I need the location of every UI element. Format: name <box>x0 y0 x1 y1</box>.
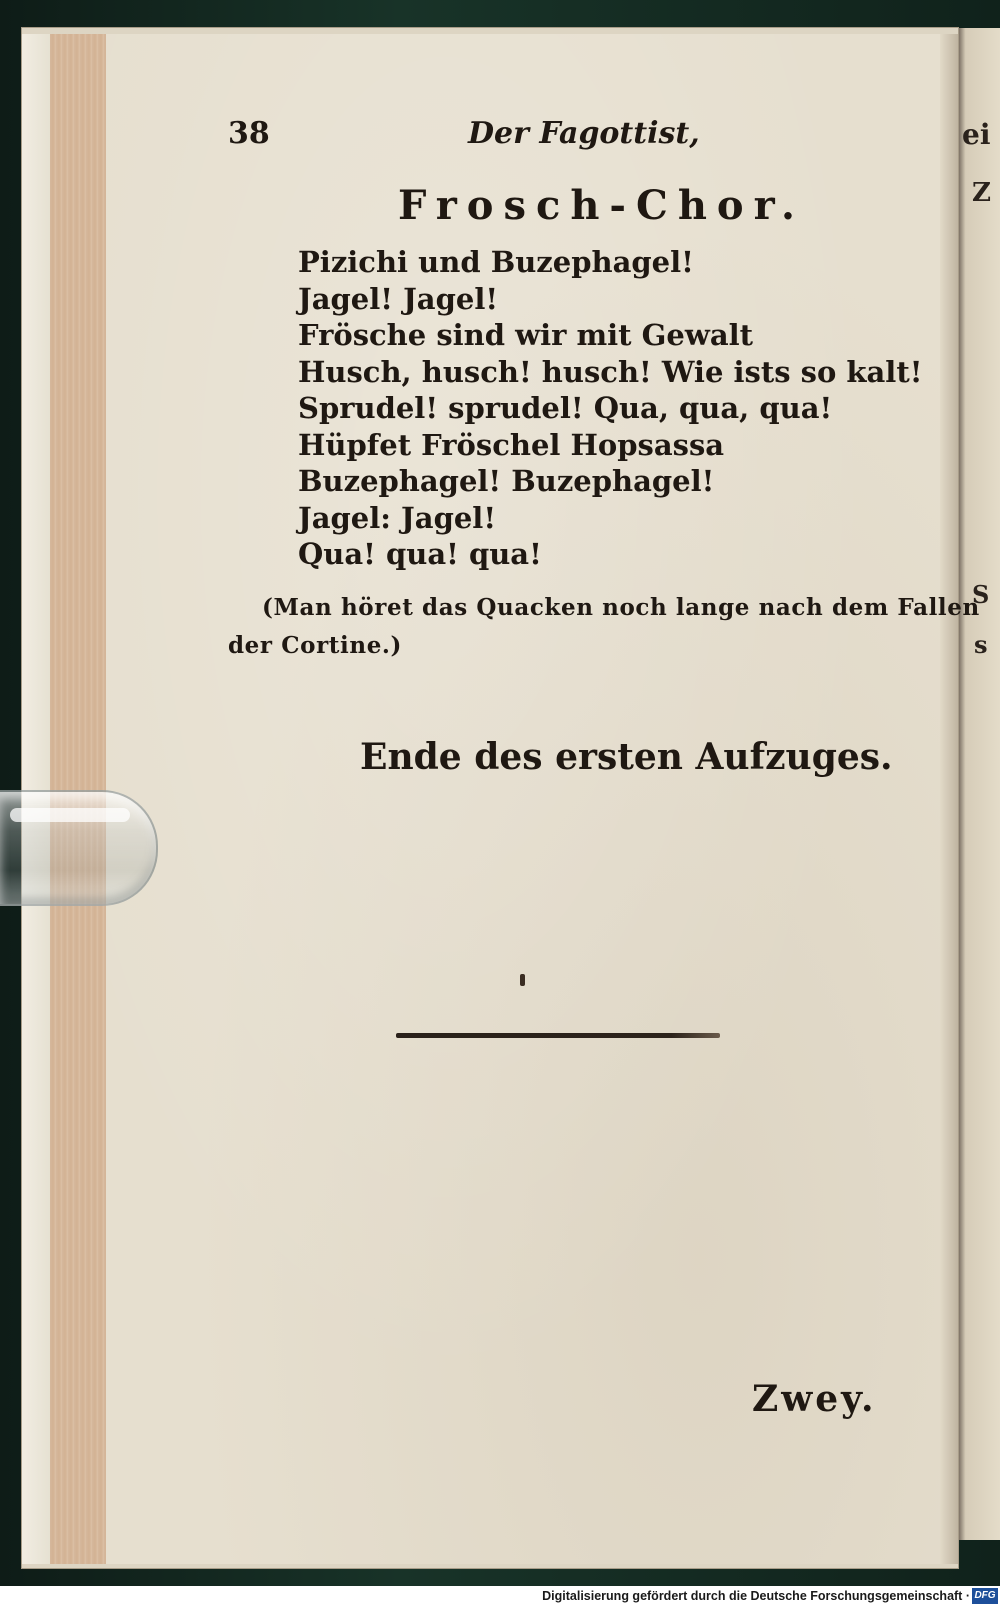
ink-speck <box>520 974 525 986</box>
next-page-fragment: Z <box>972 178 991 208</box>
catchword: Zwey. <box>752 1378 877 1420</box>
verse-line: Hüpfet Fröschel Hopsassa <box>298 427 725 462</box>
stage-direction-continued: der Cortine.) <box>228 632 403 659</box>
glass-page-weight <box>0 790 156 902</box>
verse-block <box>298 244 922 573</box>
next-page-sliver <box>958 28 1000 1540</box>
verse-line: Pizichi und Buzephagel! <box>298 245 694 279</box>
verse-line: Sprudel! sprudel! Qua, qua, qua! <box>298 391 833 425</box>
next-page-fragment: ei <box>962 118 991 151</box>
page-number: 38 <box>228 116 270 151</box>
stage-direction: (Man höret das Quacken noch lange nach dem Fallen <box>262 594 980 621</box>
next-page-fragment: s <box>974 630 988 659</box>
dfg-logo: DFG <box>972 1588 998 1604</box>
act-end-heading: Ende des ersten Aufzuges. <box>360 736 893 778</box>
horizontal-rule <box>396 1033 720 1038</box>
verse-line: Husch, husch! husch! Wie ists so kalt! <box>298 354 923 389</box>
running-head: Der Fagottist, <box>468 116 700 151</box>
next-page-fragment: S <box>972 580 990 609</box>
verse-line: Buzephagel! Buzephagel! <box>298 464 715 498</box>
verse-line: Jagel! Jagel! <box>298 281 499 316</box>
verse-line: Jagel: Jagel! <box>298 500 497 535</box>
page-binding-edge <box>940 34 958 1564</box>
verse-line: Frösche sind wir mit Gewalt <box>298 318 754 352</box>
section-title: Frosch-Chor. <box>398 182 805 229</box>
footer-bar <box>0 1586 1000 1608</box>
page-weight-highlight <box>10 808 130 822</box>
verse-line: Qua! qua! qua! <box>298 537 542 571</box>
footer-credit: Digitalisierung gefördert durch die Deutsche Forschungsgemeinschaft · <box>542 1589 970 1603</box>
